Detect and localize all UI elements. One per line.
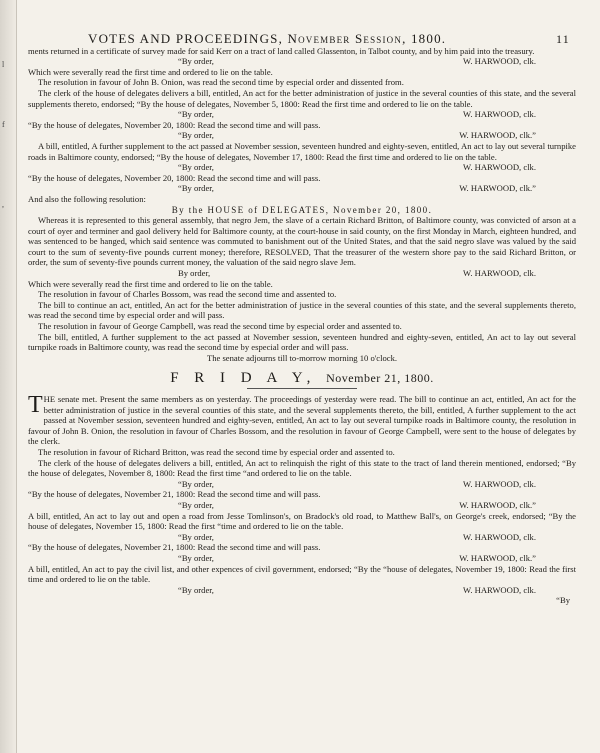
paragraph: The resolution in favour of John B. Onion, was read the second time by especial order and dissented from. <box>38 77 404 88</box>
clerk-name: W. HARWOOD, clk. <box>463 531 536 542</box>
signature-line <box>28 585 576 596</box>
paragraph: The clerk of the house of delegates delivers a bill, entitled, An act for the better administration of justice in the several counties of this state, and the several supplements thereto, endorsed; “By the house of delegates, November 5, 1800: Read the first time and ordered to lie on the table. <box>28 87 576 109</box>
binding-edge <box>0 0 17 753</box>
by-order: “By order, <box>178 109 214 120</box>
signature-line <box>28 532 576 543</box>
paragraph: The bill, entitled, A further supplement to the act passed at November session, seventeen hundred and eighty-seven, entitled, An act to lay out several turnpike roads in Baltimore county, was read the second time by especial order and will pass. <box>28 331 576 353</box>
paragraph: “By the house of delegates, November 20, 1800: Read the second time and will pass. <box>28 119 321 130</box>
catchword: “By <box>556 595 570 606</box>
signature-line <box>28 162 576 173</box>
opening-paragraph <box>28 394 576 447</box>
paragraph: Which were severally read the first time and ordered to lie on the table. <box>28 278 273 289</box>
opening-text: HE senate met. Present the same members as on yesterday. The proceedings of yesterday were read. The bill to continue an act, entitled, An act for the better administration of justice in the several counties of this state, and the several supplements thereto, the bill, entitled, A further supplement to the act passed at November session, seventeen hundred and eighty-seven, entitled, An act to lay out several turnpike roads in Baltimore county, the resolution in favour of John B. Onion, the resolution in favour of Charles Bossom, and the resolution in favour of George Campbell, were sent to the house of delegates by the clerk. <box>28 394 576 447</box>
day-heading <box>28 370 576 389</box>
running-title: VOTES AND PROCEEDINGS, November Session, 1800. <box>88 31 447 46</box>
clerk-name: W. HARWOOD, clk. <box>463 268 536 279</box>
signature-line <box>28 130 576 141</box>
clerk-name: W. HARWOOD, clk.” <box>459 183 536 194</box>
by-order: “By order, <box>178 162 214 173</box>
clerk-name: W. HARWOOD, clk.” <box>459 552 536 563</box>
edge-mark: f <box>2 120 5 129</box>
paragraph: And also the following resolution: <box>28 193 146 204</box>
by-order: “By order, <box>178 531 214 542</box>
paragraph: A bill, entitled, An act to pay the civil list, and other expences of civil government, endorsed; “By the “house of delegates, November 19, 1800: Read the first time and ordered to lie on the table. <box>28 563 576 585</box>
by-order: “By order, <box>178 183 214 194</box>
paragraph: “By the house of delegates, November 21, 1800: Read the second time and will pass. <box>28 489 321 500</box>
paragraph: The resolution in favour of George Campbell, was read the second time by especial order and assented to. <box>38 321 402 332</box>
heading-rule <box>247 388 357 389</box>
paragraph: “By the house of delegates, November 20, 1800: Read the second time and will pass. <box>28 172 321 183</box>
resolution-heading: By the HOUSE of DELEGATES, November 20, 1800. <box>171 204 433 215</box>
clerk-name: W. HARWOOD, clk.” <box>459 499 536 510</box>
signature-line <box>28 553 576 564</box>
paragraph: Which were severally read the first time and ordered to lie on the table. <box>28 66 273 77</box>
clerk-name: W. HARWOOD, clk. <box>463 478 536 489</box>
by-order: “By order, <box>178 56 214 67</box>
by-order: “By order, <box>178 499 214 510</box>
paragraph: The resolution in favour of Richard Britton, was read the second time by especial order and assented to. <box>38 446 395 457</box>
paragraph: The clerk of the house of delegates delivers a bill, entitled, An act to relinquish the right of this state to the tract of land therein mentioned, endorsed; “By the house of delegates, November 8, 1800: Read the first time “and ordered to lie on the table. <box>28 457 576 479</box>
page-number: 11 <box>556 32 570 46</box>
paragraph: ments returned in a certificate of survey made for said Kerr on a tract of land called Glassenton, in Talbot county, and by him paid into the treasury. <box>28 45 535 56</box>
edge-mark: , <box>2 200 4 209</box>
by-order: “By order, <box>178 552 214 563</box>
drop-cap: T <box>28 392 43 418</box>
paragraph: The resolution in favour of Charles Bossom, was read the second time and assented to. <box>38 289 337 300</box>
page-header <box>28 31 576 46</box>
paragraph: A bill, entitled, A further supplement to the act passed at November session, seventeen hundred and eighty-seven, entitled, An act to lay out several turnpike roads in Baltimore county, endorsed; “By the house of delegates, November 17, 1800: Read the first time and ordered to lie on the table. <box>28 140 576 162</box>
signature-line <box>28 479 576 490</box>
document-page <box>28 31 576 739</box>
day-date: November 21, 1800. <box>326 371 434 386</box>
paragraph: The bill to continue an act, entitled, An act for the better administration of justice in the several counties of this state, and the several supplements thereto, was read the second time by especial order and will pass. <box>28 299 576 321</box>
by-order: “By order, <box>178 478 214 489</box>
signature-line <box>28 500 576 511</box>
by-order: “By order, <box>178 584 214 595</box>
signature-line <box>28 56 576 67</box>
by-order: “By order, <box>178 130 214 141</box>
clerk-name: W. HARWOOD, clk. <box>463 109 536 120</box>
signature-line <box>28 268 576 279</box>
clerk-name: W. HARWOOD, clk.” <box>459 130 536 141</box>
clerk-name: W. HARWOOD, clk. <box>463 56 536 67</box>
clerk-name: W. HARWOOD, clk. <box>463 162 536 173</box>
by-order: By order, <box>178 268 211 279</box>
signature-line <box>28 183 576 194</box>
adjournment: The senate adjourns till to-morrow morning 10 o'clock. <box>206 352 398 363</box>
day-name: F R I D A Y, <box>170 370 317 387</box>
resolution-body: Whereas it is represented to this general assembly, that negro Jem, the slave of a certain Richard Britton, of Baltimore county, was convicted of arson at a court of oyer and terminer and gaol delivery held for Baltimore county, at the court-house in said county, on the first Monday in March, eighteen hundred, and was sentenced to be hanged, which said sentence was commuted to banishment out of the United States, and that the said negro slave was valued by the said court to the sum of seventy-five pounds current money; therefore, RESOLVED, That the treasurer of the western shore pay to the said Richard Britton, or order, the sum of seventy-five pounds current money, the valuation of the said negro slave Jem. <box>28 215 576 268</box>
signature-line <box>28 109 576 120</box>
paragraph: A bill, entitled, An act to lay out and open a road from Jesse Tomlinson's, on Bradock's old road, to Matthew Ball's, on George's creek, endorsed; “By the house of delegates, November 15, 1800: Read the first “time and ordered to lie on the table. <box>28 510 576 532</box>
clerk-name: W. HARWOOD, clk. <box>463 584 536 595</box>
paragraph: “By the house of delegates, November 21, 1800: Read the second time and will pass. <box>28 542 321 553</box>
edge-mark: l <box>2 60 5 69</box>
